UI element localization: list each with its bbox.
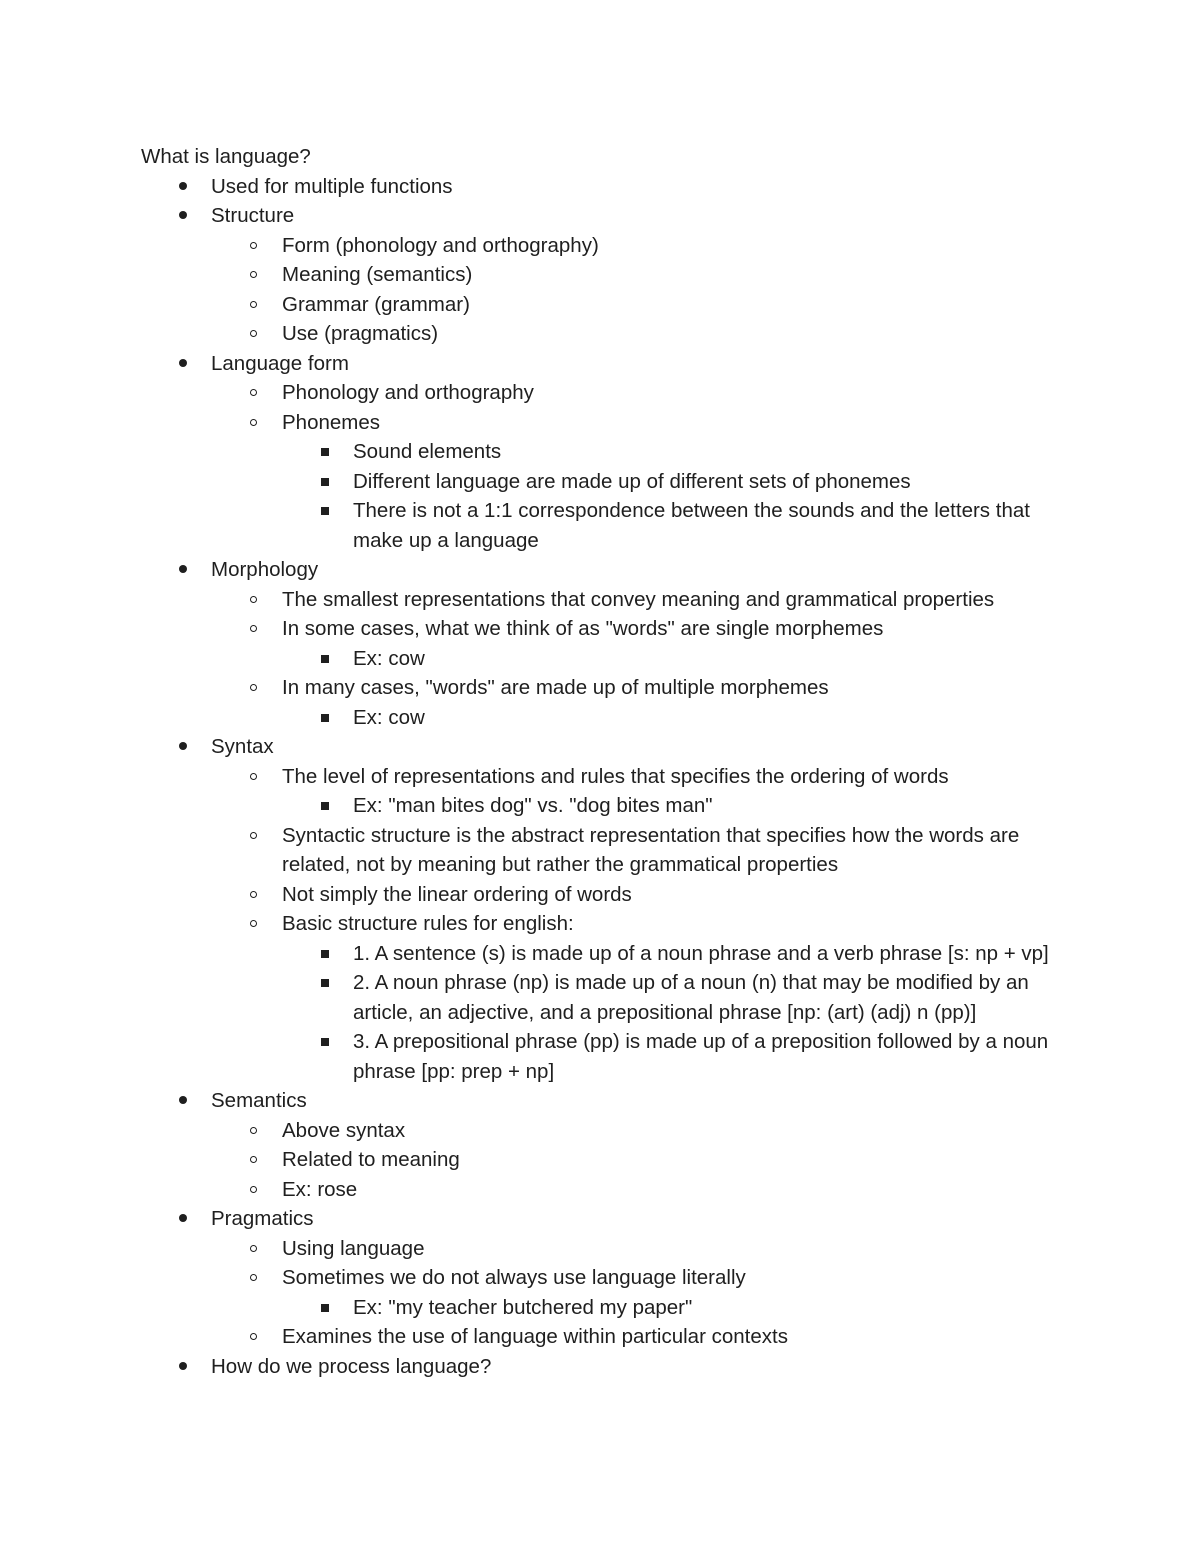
filled-circle-bullet-icon (179, 1096, 187, 1104)
list-item-level-2 (141, 1234, 1071, 1264)
hollow-circle-bullet-icon (250, 1186, 257, 1193)
hollow-circle-bullet-icon (250, 832, 257, 839)
list-item-level-3 (141, 1027, 1071, 1086)
filled-circle-bullet-icon (179, 565, 187, 573)
list-item-text: 1. A sentence (s) is made up of a noun phrase and a verb phrase [s: np + vp] (353, 941, 1049, 965)
list-item-level-2 (141, 909, 1071, 939)
list-item-level-1 (141, 1352, 1071, 1382)
list-item-level-3 (141, 1293, 1071, 1323)
filled-square-bullet-icon (321, 950, 329, 958)
hollow-circle-bullet-icon (250, 596, 257, 603)
filled-square-bullet-icon (321, 1304, 329, 1312)
list-item-text: Phonemes (282, 410, 381, 434)
hollow-circle-bullet-icon (250, 1245, 257, 1252)
list-item-level-3 (141, 437, 1071, 467)
list-item-text: How do we process language? (211, 1354, 492, 1378)
list-item-text: Semantics (211, 1089, 307, 1112)
hollow-circle-bullet-icon (250, 1274, 257, 1281)
list-item-level-1 (141, 555, 1071, 585)
hollow-circle-bullet-icon (250, 419, 257, 426)
filled-square-bullet-icon (321, 655, 329, 663)
list-item-text: Ex: cow (353, 646, 425, 670)
list-item-text: Ex: rose (282, 1177, 358, 1201)
list-item-level-2 (141, 673, 1071, 703)
list-item-level-2 (141, 880, 1071, 910)
list-item-level-2 (141, 408, 1071, 438)
list-item-level-1 (141, 1086, 1071, 1116)
filled-square-bullet-icon (321, 714, 329, 722)
list-item-level-1 (141, 172, 1071, 202)
filled-square-bullet-icon (321, 979, 329, 987)
list-item-text: Grammar (grammar) (282, 292, 470, 316)
hollow-circle-bullet-icon (250, 920, 257, 927)
list-item-level-2 (141, 1175, 1071, 1205)
list-item-text: Ex: "my teacher butchered my paper" (353, 1295, 693, 1319)
list-item-text: Meaning (semantics) (282, 263, 473, 286)
list-item-text: Syntax (211, 735, 274, 758)
list-item-text: Examines the use of language within particular contexts (282, 1325, 788, 1348)
list-item-level-2 (141, 319, 1071, 349)
list-item-text: Used for multiple functions (211, 174, 453, 198)
page-title: What is language? (141, 145, 311, 168)
list-item-level-3 (141, 644, 1071, 674)
list-item-level-2 (141, 260, 1071, 290)
list-item-text: Not simply the linear ordering of words (282, 882, 632, 906)
filled-square-bullet-icon (321, 478, 329, 486)
hollow-circle-bullet-icon (250, 684, 257, 691)
list-item-level-3 (141, 791, 1071, 821)
hollow-circle-bullet-icon (250, 389, 257, 396)
list-item-level-1 (141, 201, 1071, 231)
hollow-circle-bullet-icon (250, 625, 257, 632)
list-item-text: There is not a 1:1 correspondence between the sounds and the letters that make up a language (353, 499, 1030, 552)
hollow-circle-bullet-icon (250, 773, 257, 780)
list-item-text: Above syntax (282, 1118, 406, 1142)
list-item-level-2 (141, 821, 1071, 880)
list-item-level-2 (141, 1322, 1071, 1352)
filled-circle-bullet-icon (179, 1214, 187, 1222)
list-item-text: Use (pragmatics) (282, 322, 439, 345)
list-item-text: In some cases, what we think of as "words" are single morphemes (282, 617, 884, 640)
hollow-circle-bullet-icon (250, 242, 257, 249)
list-item-text: In many cases, "words" are made up of multiple morphemes (282, 676, 829, 699)
hollow-circle-bullet-icon (250, 891, 257, 898)
list-item-text: Structure (211, 204, 295, 227)
filled-square-bullet-icon (321, 507, 329, 515)
list-item-level-2 (141, 614, 1071, 644)
list-item-level-1 (141, 349, 1071, 379)
list-item-level-3 (141, 496, 1071, 555)
document-page (141, 142, 1071, 1381)
list-item-text: Sometimes we do not always use language literally (282, 1266, 746, 1289)
list-item-level-1 (141, 1204, 1071, 1234)
list-item-text: Pragmatics (211, 1207, 314, 1230)
list-item-level-2 (141, 762, 1071, 792)
filled-circle-bullet-icon (179, 211, 187, 219)
list-item-level-2 (141, 585, 1071, 615)
filled-square-bullet-icon (321, 448, 329, 456)
list-item-level-3 (141, 968, 1071, 1027)
list-item-text: Phonology and orthography (282, 381, 534, 404)
list-item-level-2 (141, 378, 1071, 408)
list-item-text: 3. A prepositional phrase (pp) is made up of a preposition followed by a noun phrase [pp: prep + np] (353, 1030, 1049, 1083)
list-item-level-2 (141, 231, 1071, 261)
hollow-circle-bullet-icon (250, 301, 257, 308)
hollow-circle-bullet-icon (250, 1127, 257, 1134)
filled-circle-bullet-icon (179, 742, 187, 750)
hollow-circle-bullet-icon (250, 1333, 257, 1340)
list-item-level-2 (141, 1116, 1071, 1146)
filled-circle-bullet-icon (179, 182, 187, 190)
bullet-outline (141, 172, 1071, 1382)
list-item-level-1 (141, 732, 1071, 762)
hollow-circle-bullet-icon (250, 1156, 257, 1163)
list-item-text: The level of representations and rules that specifies the ordering of words (282, 764, 949, 788)
list-item-text: Using language (282, 1236, 425, 1260)
list-item-text: Morphology (211, 558, 319, 581)
list-item-level-2 (141, 1263, 1071, 1293)
list-item-text: Ex: cow (353, 705, 425, 729)
list-item-text: The smallest representations that convey meaning and grammatical properties (282, 587, 995, 611)
filled-square-bullet-icon (321, 1038, 329, 1046)
filled-square-bullet-icon (321, 802, 329, 810)
filled-circle-bullet-icon (179, 1362, 187, 1370)
list-item-text: Syntactic structure is the abstract representation that specifies how the words are related, not by meaning but rather the grammatical properties (282, 823, 1020, 876)
list-item-text: Different language are made up of different sets of phonemes (353, 469, 911, 493)
list-item-text: Sound elements (353, 440, 502, 463)
list-item-level-2 (141, 1145, 1071, 1175)
list-item-text: Basic structure rules for english: (282, 912, 574, 935)
list-item-level-3 (141, 703, 1071, 733)
list-item-text: Related to meaning (282, 1148, 460, 1171)
list-item-text: Form (phonology and orthography) (282, 233, 599, 257)
list-item-level-3 (141, 467, 1071, 497)
list-item-text: Language form (211, 351, 349, 375)
hollow-circle-bullet-icon (250, 271, 257, 278)
list-item-text: Ex: "man bites dog" vs. "dog bites man" (353, 794, 713, 817)
filled-circle-bullet-icon (179, 359, 187, 367)
hollow-circle-bullet-icon (250, 330, 257, 337)
list-item-level-3 (141, 939, 1071, 969)
list-item-text: 2. A noun phrase (np) is made up of a noun (n) that may be modified by an article, an adjective, and a prepositional phrase [np: (art) (adj) n (pp)] (353, 971, 1029, 1024)
list-item-level-2 (141, 290, 1071, 320)
